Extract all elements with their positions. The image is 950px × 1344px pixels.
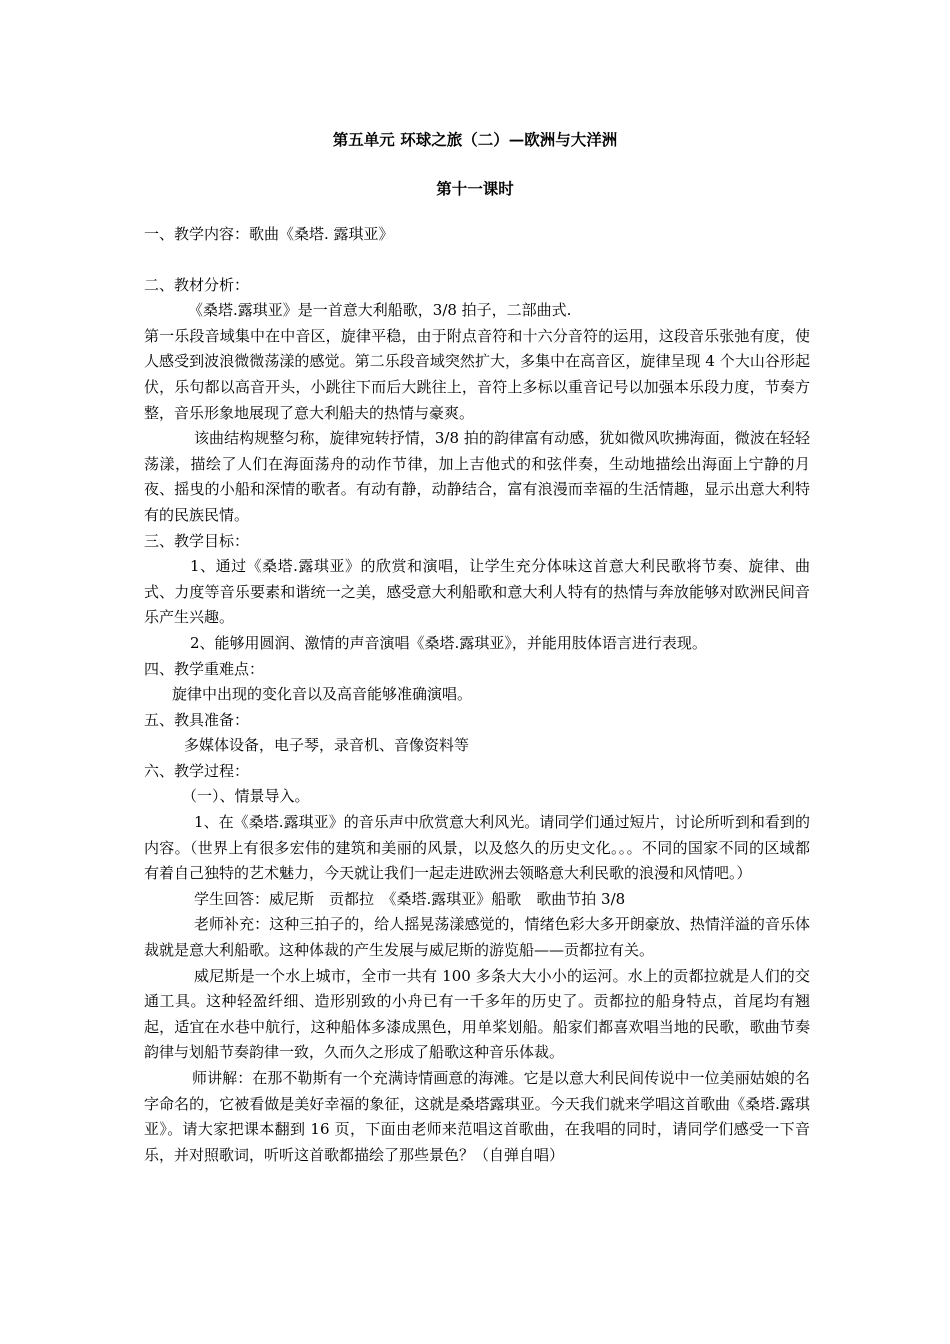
blank-line (144, 248, 810, 273)
section-teaching-content: 一、教学内容：歌曲《桑塔. 露琪亚》 (144, 225, 394, 243)
section-heading-goals: 三、教学目标： (144, 531, 250, 550)
lesson-subtitle: 第十一课时 (436, 179, 514, 198)
process-step-1: 1、在《桑塔.露琪亚》的音乐声中欣赏意大利风光。请同学们通过短片，讨论所听到和看到的内容。（世界上有很多宏伟的建筑和美丽的风景，以及悠久的历史文化。。。不同的国家不同的区域都有着自己独特的艺术魅力，今天就让我们一起走进欧洲去领略意大利民歌的浪漫和风情吧。） (144, 813, 810, 883)
document-title: 第五单元 环球之旅（二）—欧洲与大洋洲 (332, 130, 618, 149)
section-heading-process: 六、教学过程： (144, 761, 250, 780)
process-subheading-intro: （一）、情景导入。 (182, 787, 310, 806)
venice-description: 威尼斯是一个水上城市，全市一共有 100 多条大大小小的运河。水上的贡都拉就是人们的交通工具。这种轻盈纤细、造形别致的小舟已有一千多年的历史了。贡都拉的船身特点，首尾均有翘起，适宜在水巷中航行，这种船体多漆成黑色，用单桨划船。船家们都喜欢唱当地的民歌，歌曲节奏韵律与划船节奏韵律一致，久而久之形成了船歌这种音乐体裁。 (144, 966, 810, 1062)
key-points-text: 旋律中出现的变化音以及高音能够准确演唱。 (172, 685, 473, 704)
section-heading-key-points: 四、教学重难点： (144, 659, 265, 678)
teacher-supplement: 老师补充：这种三拍子的，给人摇晃荡漾感觉的，情绪色彩大多开朗豪放、热情洋溢的音乐体裁就是意大利船歌。这种体裁的产生发展与威尼斯的游览船——贡都拉有关。 (144, 915, 810, 960)
teacher-explanation: 师讲解：在那不勒斯有一个充满诗情画意的海滩。它是以意大利民间传说中一位美丽姑娘的名字命名的，它被看做是美好幸福的象征，这就是桑塔露琪亚。今天我们就来学唱这首歌曲《桑塔.露琪亚》。请大家把课本翻到 16 页，下面由老师来范唱这首歌曲，在我唱的同时，请同学们感受一下音乐，并对照歌词，听听这首歌都描绘了那些景色？（自弹自唱） (144, 1069, 810, 1164)
paragraph-structure: 该曲结构规整匀称，旋律宛转抒情，3/8 拍的韵律富有动感，犹如微风吹拂海面，微波在轻轻荡漾，描绘了人们在海面荡舟的动作节律，加上吉他式的和弦伴奏，生动地描绘出海面上宁静的月夜、摇曳的小船和深情的歌者。有动有静，动静结合，富有浪漫而幸福的生活情趣，显示出意大利特有的民族民情。 (144, 429, 810, 524)
goal-item-2: 2、能够用圆润、激情的声音演唱《桑塔.露琪亚》，并能用肢体语言进行表现。 (190, 633, 707, 652)
paragraph-song-intro: 《桑塔.露琪亚》是一首意大利船歌，3/8 拍子，二部曲式. (188, 301, 572, 320)
section-heading-material-analysis: 二、教材分析： (144, 275, 250, 294)
section-heading-materials: 五、教具准备： (144, 710, 250, 729)
materials-text: 多媒体设备，电子琴，录音机、音像资料等 (184, 736, 470, 755)
document-body (144, 222, 810, 1168)
goal-item-1: 1、通过《桑塔.露琪亚》的欣赏和演唱，让学生充分体味这首意大利民歌将节奏、旋律、曲式、力度等音乐要素和谐统一之美，感受意大利船歌和意大利人特有的热情与奔放能够对欧洲民间音乐产生兴趣。 (144, 557, 810, 627)
paragraph-first-section: 第一乐段音域集中在中音区，旋律平稳，由于附点音符和十六分音符的运用，这段音乐张弛有度，使人感受到波浪微微荡漾的感觉。第二乐段音域突然扩大，多集中在高音区，旋律呈现 4 个大山谷形起伏，乐句都以高音开头，小跳往下而后大跳往上，音符上多标以重音记号以加强本乐段力度，节奏方整，音乐形象地展现了意大利船夫的热情与豪爽。 (144, 326, 810, 422)
student-answer: 学生回答：威尼斯 贡都拉 《桑塔.露琪亚》船歌 歌曲节拍 3/8 (194, 889, 626, 908)
